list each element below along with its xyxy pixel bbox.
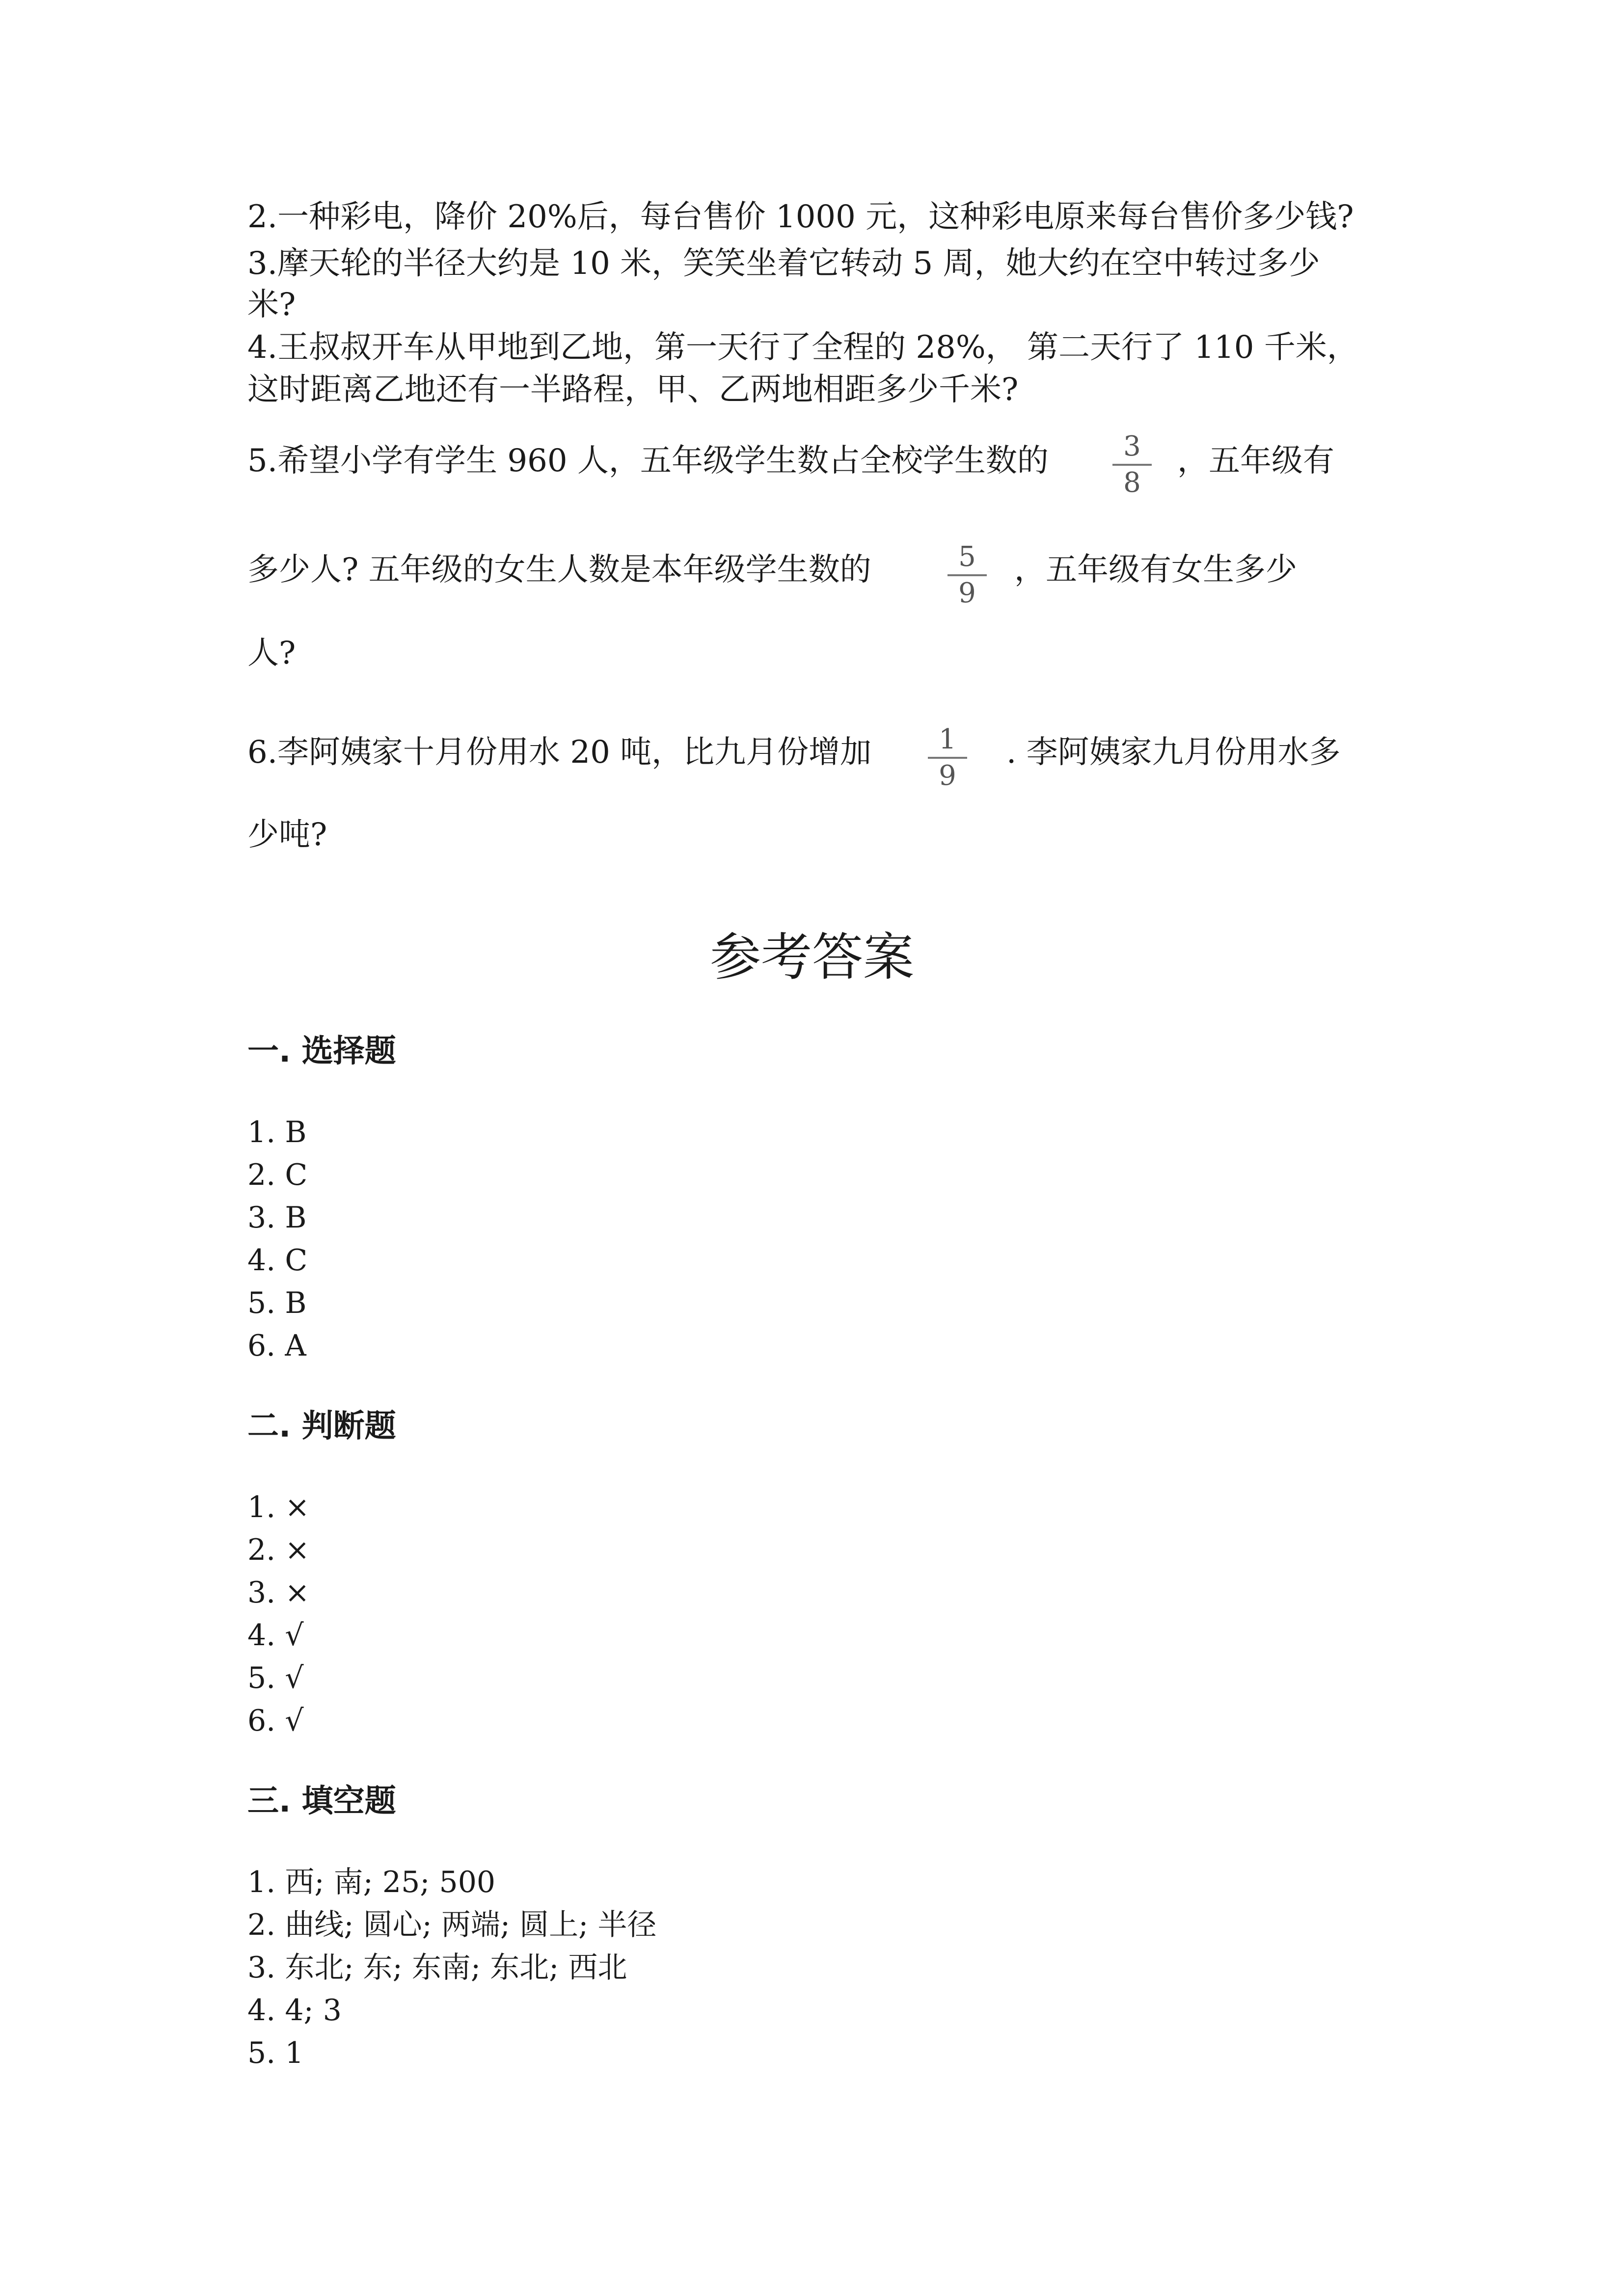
fraction-numerator: 1 [939,723,956,755]
fraction-1-9 [928,722,967,793]
section-heading-judgment: 二. 判断题 [247,1408,396,1444]
answer-list-judgment [247,1486,310,1742]
question-5-line3: 人? [247,635,296,671]
answer-item: 3. B [247,1201,307,1235]
answer-item: 2. 曲线; 圆心; 两端; 圆上; 半径 [247,1908,657,1942]
question-4-line2: 这时距离乙地还有一半路程，甲、乙两地相距多少千米? [247,372,1019,408]
question-6-line1-a: 6.李阿姨家十月份用水 20 吨，比九月份增加 [247,734,872,771]
answer-item: 2. × [247,1533,310,1567]
question-2: 2.一种彩电，降价 20%后，每台售价 1000 元，这种彩电原来每台售价多少钱? [247,199,1354,235]
answer-item: 3. × [247,1575,310,1610]
fraction-3-8 [1112,429,1152,500]
answer-item: 3. 东北; 东; 东南; 东北; 西北 [247,1950,627,1985]
fraction-5-9 [947,540,987,611]
answer-item: 6. A [247,1329,306,1363]
question-5-line2-a: 多少人? 五年级的女生人数是本年级学生数的 [247,552,871,588]
section-heading-choice: 一. 选择题 [247,1033,396,1069]
question-5-line2-b: ，五年级有女生多少 [1014,552,1297,588]
section-heading-fill-blank: 三. 填空题 [247,1783,396,1819]
answer-item: 2. C [247,1158,308,1192]
fraction-numerator: 3 [1123,430,1141,462]
answer-item: 5. 1 [247,2036,304,2070]
answer-list-choice [247,1111,307,1367]
answer-item: 1. B [247,1115,307,1149]
fraction-denominator: 9 [947,574,987,611]
answer-item: 4. 4; 3 [247,1993,342,2028]
answer-item: 4. C [247,1243,308,1278]
question-6-line1-b: . 李阿姨家九月份用水多 [1006,734,1341,771]
question-6-line2: 少吨? [247,817,327,853]
answer-item: 1. × [247,1490,310,1524]
question-5-line1-a: 5.希望小学有学生 960 人，五年级学生数占全校学生数的 [247,443,1049,479]
answer-item: 1. 西; 南; 25; 500 [247,1865,496,1899]
answer-list-fill-blank [247,1861,656,2075]
answer-item: 5. B [247,1286,307,1320]
fraction-denominator: 8 [1112,464,1152,500]
question-3-line2: 米? [247,287,296,323]
question-4-line1: 4.王叔叔开车从甲地到乙地，第一天行了全程的 28%， 第二天行了 110 千米， [247,329,1358,366]
fraction-denominator: 9 [928,757,967,793]
answer-item: 5. √ [247,1661,304,1695]
answer-key-title: 参考答案 [709,927,914,987]
question-3-line1: 3.摩天轮的半径大约是 10 米，笑笑坐着它转动 5 周，她大约在空中转过多少 [247,245,1320,282]
answer-item: 6. √ [247,1704,304,1738]
answer-item: 4. √ [247,1618,304,1653]
fraction-numerator: 5 [958,541,976,573]
question-5-line1-b: ，五年级有 [1177,443,1334,479]
